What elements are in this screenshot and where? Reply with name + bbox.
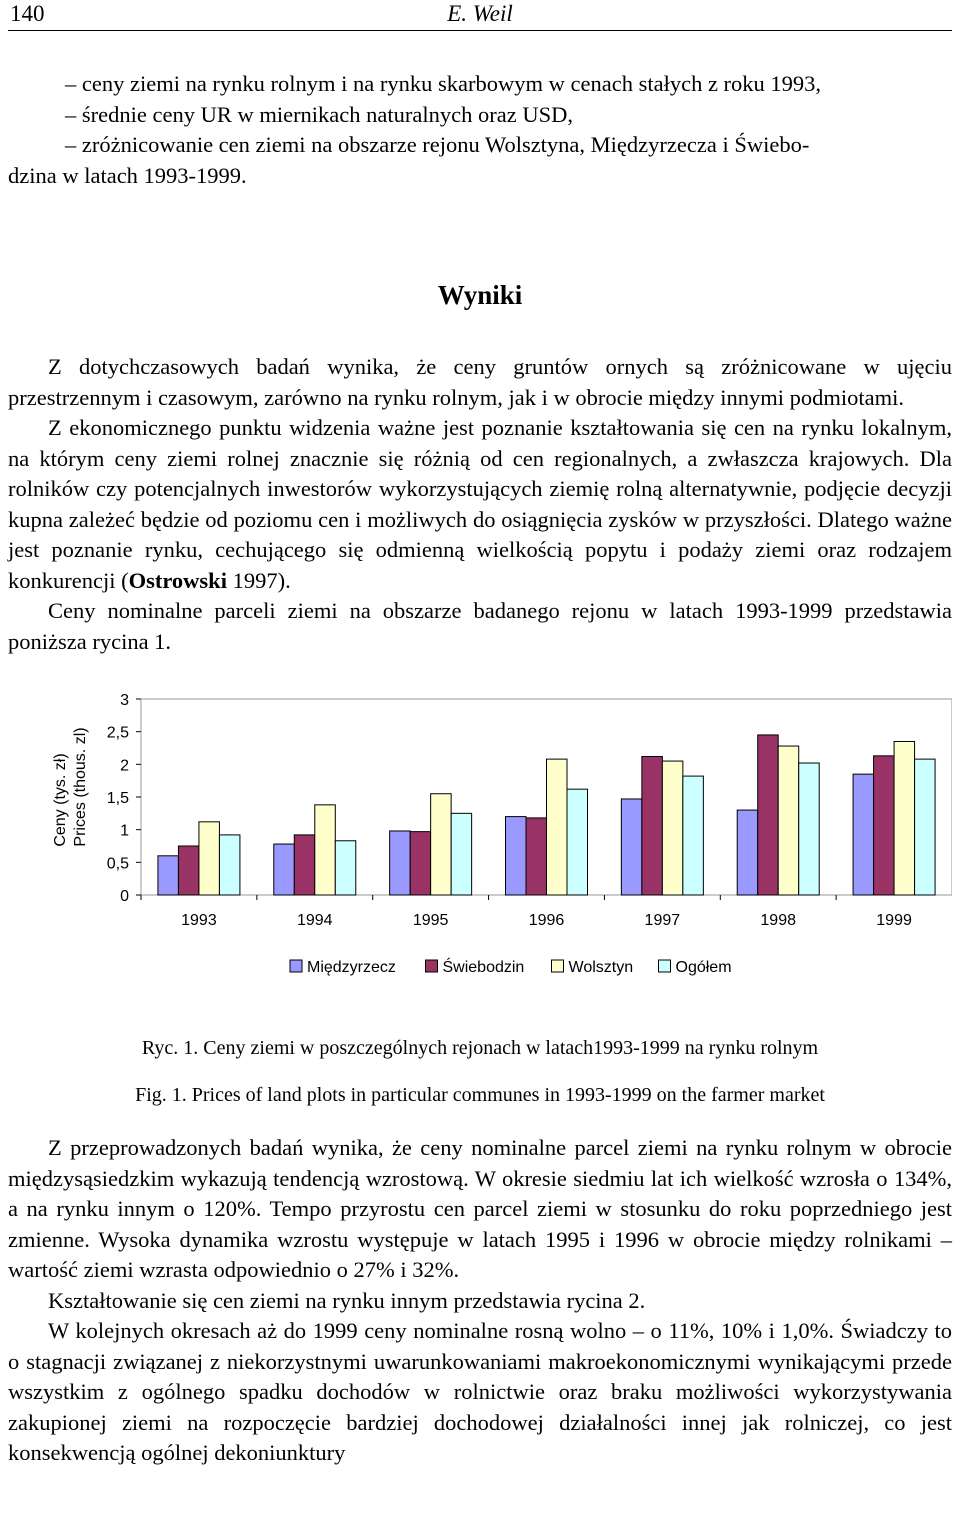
legend-swatch [426,960,438,972]
bar [621,799,642,895]
running-author: E. Weil [447,1,513,26]
citation-author: Ostrowski [128,567,227,593]
bar [799,763,820,895]
paragraph-text: Z ekonomicznego punktu widzenia ważne jest poznanie kształtowania się cen na rynku lokalnym, na którym ceny ziemi rolnej znacznie się różnią od cen regionalnych, a zwłaszcza krajowych. Dla rolników czy potencjalnych inwestorów wykorzystujących ziemię rolną alternatywnie, podjęcie decyzji kupna zależeć będzie od poziomu cen i możliwych do osiągnięcia zysków w przyszłości. Dlatego ważne jest poznanie rynku, cechującego się odmienną wielkością popytu i podaży ziemi oraz rodzajem konkurencji ( [8,415,952,593]
bar [683,776,704,895]
paragraph: Ceny nominalne parceli ziemi na obszarze badanego rejonu w latach 1993-1999 przedstawia poniższa rycina 1. [8,598,952,654]
figure-caption-pl: Ryc. 1. Ceny ziemi w poszczególnych rejonach w latach1993-1999 na rynku rolnym [141,1037,819,1059]
y-tick-label: 1 [120,822,129,840]
y-axis-label: Ceny (tys. zł) [52,753,69,847]
page-number: 140 [10,1,45,26]
bar [567,789,588,895]
bar [199,822,220,895]
list-item: – ceny ziemi na rynku rolnym i na rynku skarbowym w cenach stałych z roku 1993, [65,71,822,96]
figure-caption-en: Fig. 1. Prices of land plots in particular communes in 1993-1999 on the farmer market [135,1084,825,1106]
bar [526,818,547,895]
section-title: Wyniki [437,280,523,310]
bar [410,832,431,895]
running-header [8,0,952,31]
legend-label: Wolsztyn [568,959,634,976]
method-list [8,69,952,191]
legend-swatch [552,960,564,972]
y-tick-label: 2 [120,757,129,775]
legend-swatch [290,960,302,972]
x-tick-label: 1997 [644,912,681,929]
bar [894,741,915,895]
y-tick-label: 1,5 [106,790,129,807]
bar [274,844,295,895]
y-tick-label: 3 [120,692,129,709]
bar [915,759,936,895]
y-tick-label: 2,5 [106,724,129,742]
x-tick-label: 1998 [760,912,797,929]
x-tick-label: 1999 [876,912,912,929]
bar [853,774,874,895]
paragraph: W kolejnych okresach aż do 1999 ceny nominalne rosną wolno – o 11%, 10% i 1,0%. Świadczy to o stagnacji związanej z niekorzystnymi uwarunkowaniami makroekonomicznymi wynikającymi przede wszystkim z ogólnego spadku dochodów w rolnictwie oraz braku możliwości wykorzystywania zakupionej ziemi na rozpoczęcie bardziej dochodowej działalności innej jak rolniczej, co jest konsekwencją ogólnej dekoniunktury [8,1318,952,1465]
page [8,0,952,1469]
bar [158,856,179,895]
bar [547,759,568,895]
bar [874,756,895,895]
bar [642,756,663,895]
paragraph: Z dotychczasowych badań wynika, że ceny gruntów ornych są zróżnicowane w ujęciu przestrzennym i czasowym, zarówno na rynku rolnym, jak i w obrocie między innymi podmiotami. [8,354,952,410]
paragraph [8,413,952,596]
y-tick-label: 0,5 [106,855,129,873]
bar [178,846,199,895]
x-tick-label: 1994 [296,912,333,929]
bar [219,835,240,895]
paragraph-text: 1997). [226,567,291,593]
list-item: – średnie ceny UR w miernikach naturalnych oraz USD, [65,101,573,127]
bar-chart [8,675,952,1035]
legend-label: Świebodzin [442,959,525,976]
legend-label: Ogółem [675,959,732,976]
bar [451,813,472,895]
bar [662,761,683,895]
bar [737,810,758,895]
bar [315,805,336,895]
paragraph: Kształtowanie się cen ziemi na rynku innym przedstawia rycina 2. [48,1287,646,1313]
y-tick-label: 0 [120,888,129,905]
bar [390,831,411,895]
bar [778,746,799,895]
bar-chart-svg [8,675,952,1035]
paragraph: Z przeprowadzonych badań wynika, że ceny nominalne parcel ziemi na rynku rolnym w obrocie międzysąsiedzkim wykazują tendencją wzrostową. W okresie siedmiu lat ich wielkość wzrosła o 134%, a na rynku innym o 120%. Tempo przyrostu cen parcel ziemi w stosunku do roku poprzedniego jest zmienne. Wysoka dynamika wzrostu występuje w latach 1995 i 1996 w obrocie między rolnikami – wartość ziemi wzrasta odpowiednio o 27% i 32%. [8,1135,952,1282]
x-tick-label: 1993 [181,912,217,929]
x-tick-label: 1995 [412,912,449,929]
y-axis-label-en: Prices (thous. zl) [72,727,89,847]
legend-label: Międzyrzecz [307,959,396,976]
bar [335,841,356,895]
bar [506,817,527,895]
bar [431,794,452,895]
bar [758,735,779,895]
list-item-continuation: dzina w latach 1993-1999. [8,162,247,188]
list-item: – zróżnicowanie cen ziemi na obszarze rejonu Wolsztyna, Międzyrzecza i Świebo- [65,132,810,157]
x-tick-label: 1996 [528,912,565,929]
bar [294,835,315,895]
legend-swatch [659,960,671,972]
